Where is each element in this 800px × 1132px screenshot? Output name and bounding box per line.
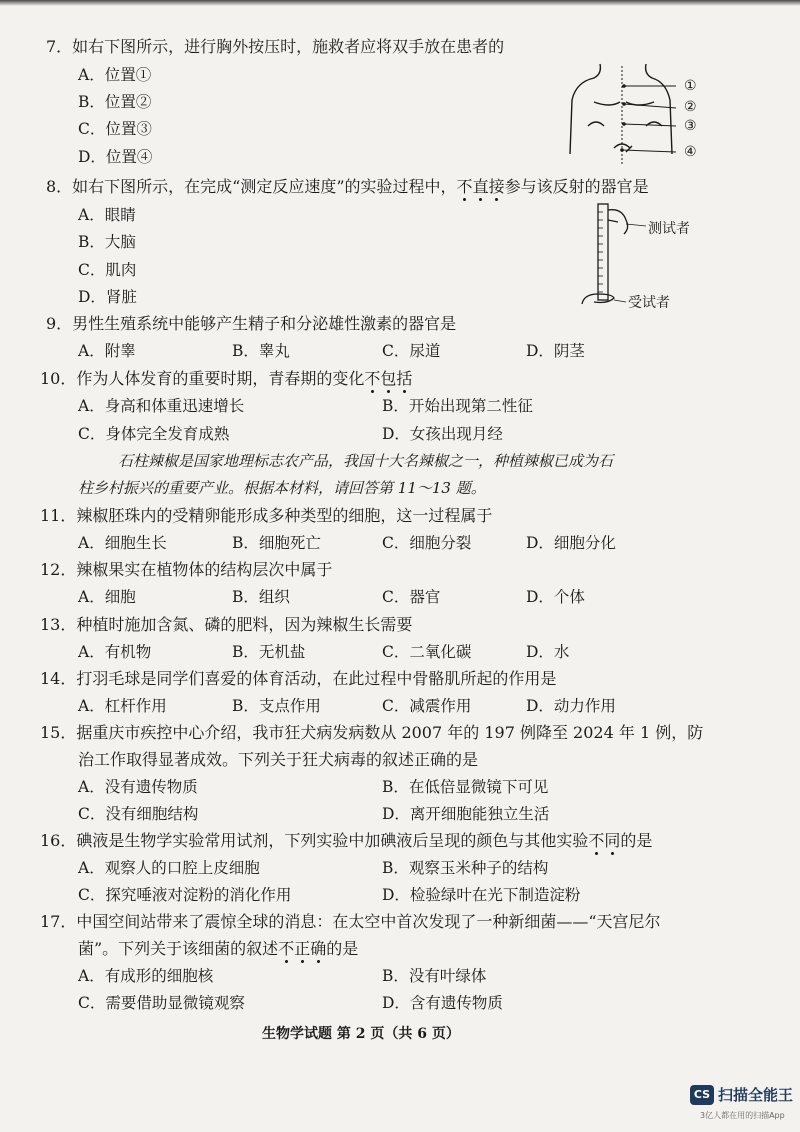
q9-option-b: B．睾丸 [232,342,290,360]
q7-figure-label-4: ④ [684,144,697,160]
q14-option-b: B．支点作用 [232,697,321,715]
q16-emphasis-char: 同 [604,831,621,850]
q9-stem: 9．男性生殖系统中能够产生精子和分泌雄性激素的器官是 [46,314,457,333]
q13-option-d: D．水 [526,643,570,661]
q10-option-b: B．开始出现第二性征 [382,397,533,415]
q7-stem: 7．如右下图所示，进行胸外按压时，施救者应将双手放在患者的 [46,37,505,56]
q7-option-c: C．位置③ [78,120,152,138]
q15-option-b: B．在低倍显微镜下可见 [382,778,549,796]
q14-option-c: C．减震作用 [382,697,472,715]
q10-option-d: D．女孩出现月经 [382,425,503,443]
q9-option-c: C．尿道 [382,342,441,360]
q11-option-d: D．细胞分化 [526,534,616,552]
q17-emphasis-char: 不 [278,939,295,958]
q8-option-d: D．肾脏 [78,288,137,306]
q17-emphasis-char: 正 [294,939,311,958]
q8-emphasis-char: 不 [456,177,473,196]
q7-option-a: A．位置① [78,66,152,84]
q10-emphasis-char: 包 [380,369,397,388]
q10-stem-prefix: 10．作为人体发育的重要时期，青春期的变化 [40,369,365,388]
q8-emphasis-char: 接 [488,177,505,196]
q7-option-d: D．位置④ [78,148,153,166]
q8-label-tester: 测试者 [648,221,690,237]
camscanner-name: 扫描全能王 [718,1086,794,1104]
q14-stem: 14．打羽毛球是同学们喜爱的体育活动，在此过程中骨骼肌所起的作用是 [40,669,557,688]
q17-stem-prefix: 菌”。下列关于该细菌的叙述 [78,939,279,958]
q16-option-c: C．探究唾液对淀粉的消化作用 [78,886,292,904]
q17-stem-line-2 [78,938,358,960]
q9-option-d: D．阴茎 [526,342,585,360]
scan-top-edge [0,0,800,6]
q17-option-c: C．需要借助显微镜观察 [78,994,245,1012]
q12-stem: 12．辣椒果实在植物体的结构层次中属于 [40,560,333,579]
passage-line-2: 柱乡村振兴的重要产业。根据本材料，请回答第 11～13 题。 [78,479,486,497]
q8-label-subject: 受试者 [628,295,670,311]
q16-emphasis-char: 不 [588,831,605,850]
q16-stem-prefix: 16．碘液是生物学实验常用试剂，下列实验中加碘液后呈现的颜色与其他实验 [40,831,589,850]
q11-option-c: C．细胞分裂 [382,534,472,552]
q8-option-a: A．眼睛 [78,206,136,224]
q12-option-d: D．个体 [526,588,585,606]
q16-stem [40,830,652,852]
q13-option-c: C．二氧化碳 [382,643,472,661]
q17-stem-suffix: 的是 [326,939,359,958]
q12-option-a: A．细胞 [78,588,136,606]
q12-option-c: C．器官 [382,588,441,606]
q15-option-a: A．没有遗传物质 [78,778,198,796]
q15-option-c: C．没有细胞结构 [78,805,199,823]
q8-stem [46,176,649,198]
q12-option-b: B．组织 [232,588,290,606]
chest-compression-figure [566,62,686,172]
q15-stem-line-1: 15．据重庆市疾控中心介绍，我市狂犬病发病数从 2007 年的 197 例降至 2024 年 1 例，防 [40,723,704,742]
q16-option-a: A．观察人的口腔上皮细胞 [78,859,260,877]
q11-option-b: B．细胞死亡 [232,534,321,552]
page-footer: 生物学试题 第 2 页（共 6 页） [262,1026,460,1042]
q7-option-b: B．位置② [78,93,152,111]
q14-option-a: A．杠杆作用 [78,697,167,715]
q15-option-d: D．离开细胞能独立生活 [382,805,550,823]
q17-emphasis-char: 确 [310,939,327,958]
q13-option-b: B．无机盐 [232,643,306,661]
q11-option-a: A．细胞生长 [78,534,167,552]
q17-option-d: D．含有遗传物质 [382,994,503,1012]
q16-option-d: D．检验绿叶在光下制造淀粉 [382,886,581,904]
q8-stem-prefix: 8．如右下图所示，在完成“测定反应速度”的实验过程中， [46,177,457,196]
q11-stem: 11．辣椒胚珠内的受精卵能形成多种类型的细胞，这一过程属于 [40,506,493,525]
q17-option-a: A．有成形的细胞核 [78,967,214,985]
q16-option-b: B．观察玉米种子的结构 [382,859,549,877]
q10-option-c: C．身体完全发育成熟 [78,425,230,443]
camscanner-logo-icon: CS [690,1085,714,1105]
q8-option-b: B．大脑 [78,233,136,251]
q7-figure-label-2: ② [684,99,697,115]
q13-stem: 13．种植时施加含氮、磷的肥料，因为辣椒生长需要 [40,615,413,634]
q10-emphasis-char: 不 [364,369,381,388]
q14-option-d: D．动力作用 [526,697,616,715]
q8-option-c: C．肌肉 [78,261,137,279]
q15-stem-line-2: 治工作取得显著成效。下列关于狂犬病毒的叙述正确的是 [78,750,479,769]
q8-stem-suffix: 参与该反射的器官是 [504,177,649,196]
q9-option-a: A．附睾 [78,342,136,360]
q10-stem [40,368,412,390]
q7-figure-label-1: ① [684,78,697,94]
q17-option-b: B．没有叶绿体 [382,967,487,985]
q7-figure-label-3: ③ [684,118,697,134]
q8-emphasis-char: 直 [472,177,489,196]
passage-line-1: 石柱辣椒是国家地理标志农产品，我国十大名辣椒之一，种植辣椒已成为石 [118,452,614,470]
q16-stem-suffix: 的是 [620,831,653,850]
q10-emphasis-char: 括 [396,369,413,388]
q13-option-a: A．有机物 [78,643,152,661]
q10-option-a: A．身高和体重迅速增长 [78,397,245,415]
camscanner-tagline: 3亿人都在用的扫描App [700,1111,785,1120]
q17-stem-line-1: 17．中国空间站带来了震惊全球的消息：在太空中首次发现了一种新细菌——“天宫尼尔 [40,912,661,931]
